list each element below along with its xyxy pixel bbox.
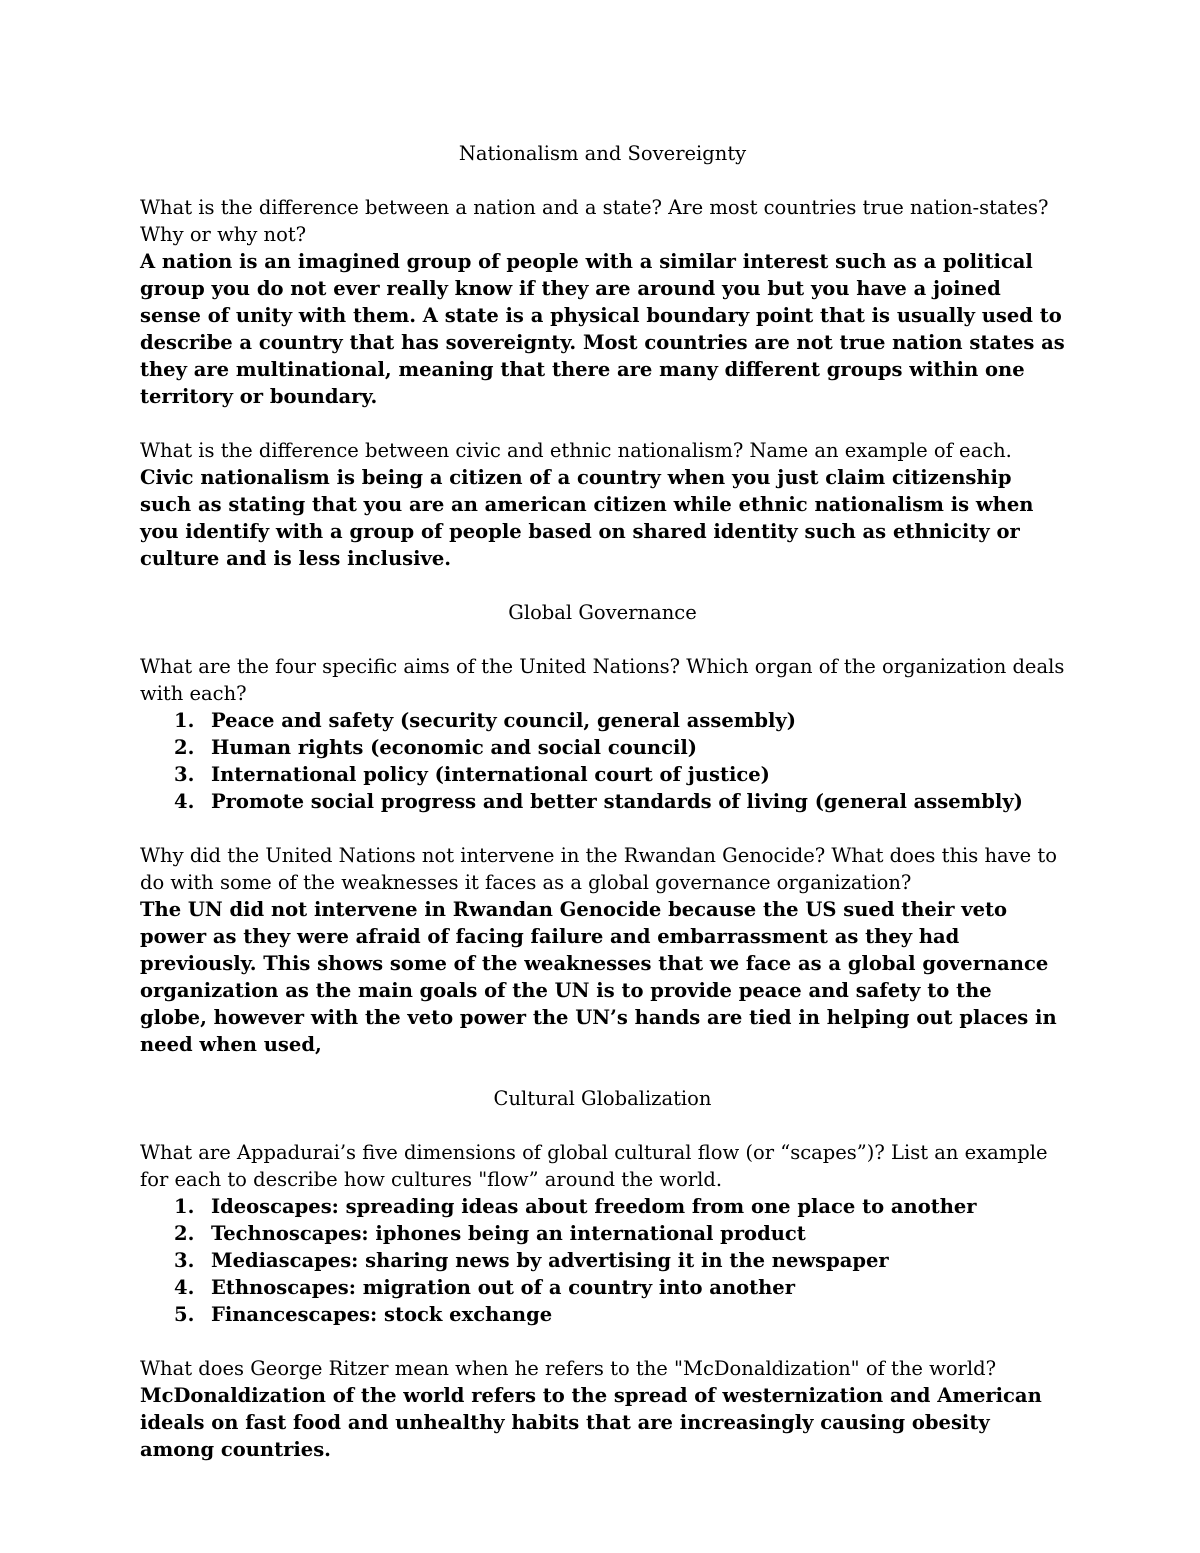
answer-list [140,707,1065,815]
list-item [140,761,1065,788]
list-item-text: Mediascapes: sharing news by advertising it in the newspaper [211,1249,889,1272]
spacer [140,1328,1065,1355]
answer-text: A nation is an imagined group of people with a similar interest such as a political group you do not ever really know if they are around you but you have a joined sense of unity with them. A state is a physical boundary point that is usually used to describe a country that has sovereignty. Most countries are not true nation states as they are multinational, meaning that there are many different groups within one territory or boundary. [140,250,1065,408]
spacer [140,1058,1065,1085]
spacer [140,410,1065,437]
list-number: 5. [174,1303,195,1326]
list-number: 2. [174,736,195,759]
spacer [140,1112,1065,1139]
list-item [140,788,1065,815]
list-item [140,734,1065,761]
list-number: 1. [174,1195,195,1218]
list-number: 2. [174,1222,195,1245]
list-number: 4. [174,1276,195,1299]
spacer [140,572,1065,599]
list-number: 3. [174,763,195,786]
answer-text: Civic nationalism is being a citizen of a country when you just claim citizenship such as stating that you are an american citizen while ethnic nationalism is when you identify with a group of people based on shared identity such as ethnicity or culture and is less inclusive. [140,466,1034,570]
spacer [140,626,1065,653]
question-text: What is the difference between a nation and a state? Are most countries true nation-states? Why or why not? [140,196,1049,246]
list-number: 3. [174,1249,195,1272]
question-text: What are the four specific aims of the United Nations? Which organ of the organization deals with each? [140,655,1065,705]
list-item-text: Human rights (economic and social council) [211,736,697,759]
question-text: What are Appadurai’s five dimensions of global cultural flow (or “scapes”)? List an example for each to describe how cultures "flow” around the world. [140,1141,1048,1191]
list-item-text: Technoscapes: iphones being an international product [211,1222,806,1245]
answer-list [140,1193,1065,1328]
answer-text: The UN did not intervene in Rwandan Genocide because the US sued their veto power as they were afraid of facing failure and embarrassment as they had previously. This shows some of the weaknesses that we face as a global governance organization as the main goals of the UN is to provide peace and safety to the globe, however with the veto power the UN’s hands are tied in helping out places in need when used, [140,898,1057,1056]
list-item-text: Financescapes: stock exchange [211,1303,553,1326]
section-heading: Cultural Globalization [493,1087,712,1110]
list-item-text: Ethnoscapes: migration out of a country into another [211,1276,795,1299]
list-item-text: Promote social progress and better standards of living (general assembly) [211,790,1023,813]
document-page [140,140,1065,1463]
section-heading: Global Governance [508,601,697,624]
list-item [140,1247,1065,1274]
spacer [140,815,1065,842]
question-text: Why did the United Nations not intervene in the Rwandan Genocide? What does this have to do with some of the weaknesses it faces as a global governance organization? [140,844,1057,894]
question-text: What is the difference between civic and ethnic nationalism? Name an example of each. [140,439,1012,462]
list-item-text: International policy (international court of justice) [211,763,770,786]
answer-text: McDonaldization of the world refers to the spread of westernization and American ideals on fast food and unhealthy habits that are increasingly causing obesity among countries. [140,1384,1042,1461]
list-item [140,1193,1065,1220]
question-text: What does George Ritzer mean when he refers to the "McDonaldization" of the world? [140,1357,997,1380]
list-item-text: Peace and safety (security council, general assembly) [211,709,796,732]
list-item [140,1301,1065,1328]
list-item [140,1220,1065,1247]
list-number: 4. [174,790,195,813]
section-heading: Nationalism and Sovereignty [458,142,747,165]
spacer [140,167,1065,194]
list-item [140,707,1065,734]
list-item [140,1274,1065,1301]
list-number: 1. [174,709,195,732]
list-item-text: Ideoscapes: spreading ideas about freedom from one place to another [211,1195,977,1218]
